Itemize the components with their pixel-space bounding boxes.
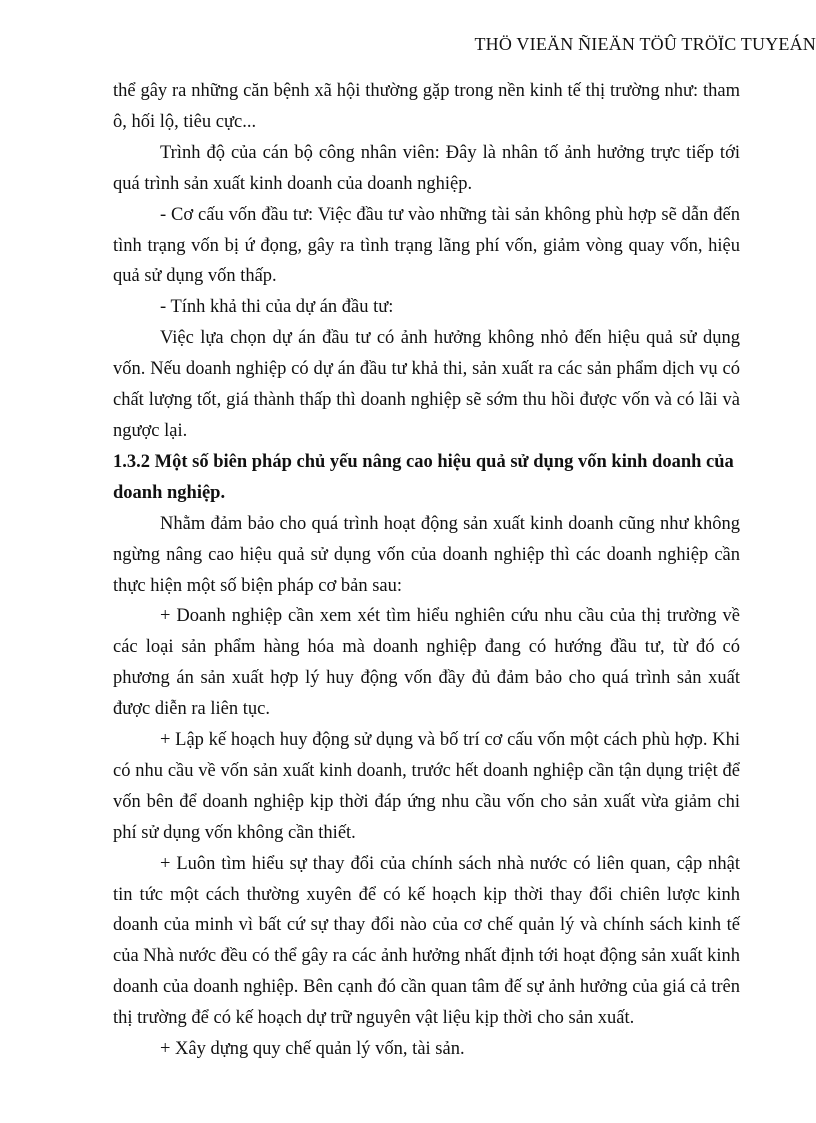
paragraph: Nhằm đảm bảo cho quá trình hoạt động sản xuất kinh doanh cũng như không ngừng nâng cao hiệu quả sử dụng vốn của doanh nghiệp thì các doanh nghiệp cần thực hiện một số biện pháp cơ bản sau: bbox=[113, 513, 740, 596]
document-body bbox=[113, 76, 740, 1065]
paragraph: + Luôn tìm hiểu sự thay đổi của chính sách nhà nước có liên quan, cập nhật tin tức một cách thường xuyên để có kế hoạch kịp thời thay đổi chiên lược kinh doanh của minh vì bất cứ sự thay đổi nào của cơ chế quản lý và chính sách kinh tế của Nhà nước đều có thể gây ra các ảnh hưởng nhất định tới hoạt động sản xuất kinh doanh của doanh nghiệp. Bên cạnh đó cần quan tâm đế sự ảnh hưởng của giá cả trên thị trường để có kế hoạch dự trữ nguyên vật liệu kịp thời cho sản xuất. bbox=[113, 853, 740, 1029]
paragraph: Trình độ của cán bộ công nhân viên: Đây là nhân tố ảnh hưởng trực tiếp tới quá trình sản xuất kinh doanh của doanh nghiệp. bbox=[113, 142, 740, 194]
paragraph: - Tính khả thi của dự án đầu tư: bbox=[160, 297, 394, 318]
paragraph: thể gây ra những căn bệnh xã hội thường gặp trong nền kinh tế thị trường như: tham ô, hối lộ, tiêu cực... bbox=[113, 81, 740, 132]
paragraph: + Doanh nghiệp cần xem xét tìm hiểu nghiên cứu nhu cầu của thị trường về các loại sản phẩm hàng hóa mà doanh nghiệp đang có hướng đầu tư, từ đó có phương án sản xuất hợp lý huy động vốn đầy đủ đảm bảo cho quá trình sản xuất được diễn ra liên tục. bbox=[113, 606, 740, 720]
section-heading: 1.3.2 Một số biên pháp chủ yếu nâng cao hiệu quả sử dụng vốn kinh doanh của doanh nghiệp. bbox=[113, 451, 734, 503]
paragraph: - Cơ cấu vốn đầu tư: Việc đầu tư vào những tài sản không phù hợp sẽ dẫn đến tình trạng vốn bị ứ đọng, gây ra tình trạng lãng phí vốn, giảm vòng quay vốn, hiệu quả sử dụng vốn thấp. bbox=[113, 204, 740, 287]
paragraph: Việc lựa chọn dự án đầu tư có ảnh hưởng không nhỏ đến hiệu quả sử dụng vốn. Nếu doanh nghiệp có dự án đầu tư khả thi, sản xuất ra các sản phẩm dịch vụ có chất lượng tốt, giá thành thấp thì doanh nghiệp sẽ sớm thu hồi được vốn và có lãi và ngược lại. bbox=[113, 328, 740, 441]
paragraph: + Lập kế hoạch huy động sử dụng và bố trí cơ cấu vốn một cách phù hợp. Khi có nhu cầu về vốn sản xuất kinh doanh, trước hết doanh nghiệp cần tận dụng triệt để vốn bên để doanh nghiệp kịp thời đáp ứng nhu cầu vốn cho sản xuất vừa giảm chi phí sử dụng vốn không cần thiết. bbox=[113, 730, 740, 843]
page-header: THÖ VIEÄN ÑIEÄN TÖÛ TRÖÏC TUYEÁN bbox=[474, 34, 816, 54]
paragraph: + Xây dựng quy chế quản lý vốn, tài sản. bbox=[160, 1039, 465, 1060]
